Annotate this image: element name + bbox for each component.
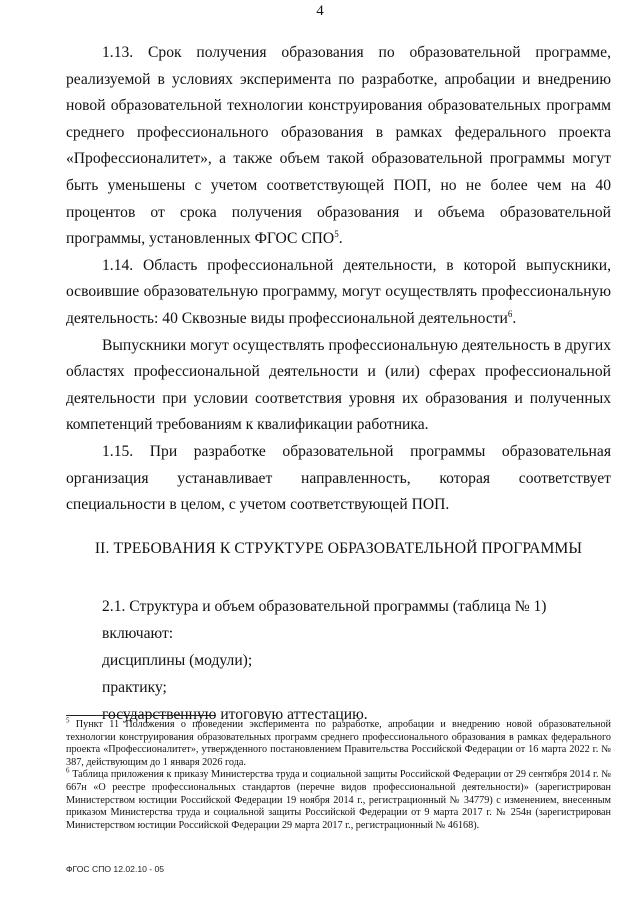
footnotes (66, 715, 611, 832)
list-intro: 2.1. Структура и объем образовательной программы (таблица № 1) включают: (102, 598, 547, 642)
structure-list (66, 593, 611, 728)
page-number: 4 (316, 3, 324, 19)
footnote-ref-5[interactable]: 5 (334, 228, 339, 239)
paragraph-1-13: 1.13. Срок получения образования по образовательной программе, реализуемой в условиях эксперимента по разработке, апробации и внедрению новой образовательной технологии конструирования образовательных программ среднего профессионального образования в рамках федерального проекта «Профессионалитет», а также объем такой образовательной программы могут быть уменьшены с учетом соответствующей ПОП, но не более чем на 40 процентов от срока получения образования и объема образовательной программы, установленных ФГОС СПО$^5$. (66, 44, 611, 248)
page-footer: ФГОС СПО 12.02.10 - 05 (66, 864, 165, 874)
footnote-6: $^6$ Таблица приложения к приказу Министерства труда и социальной защиты Российской Федерации от 29 сентября 2014 г. № 667н «О реестре профессиональных стандартов (перечне видов профессиональной деятельности)» (зарегистрирован Министерством юстиции Российской Федерации 19 ноября 2014 г., регистрационный № 34779) с изменением, внесенным приказом Министерства труда и социальной защиты Российской Федерации от 9 марта 2017 г. № 254н (зарегистрирован Министерством юстиции Российской Федерации 29 марта 2017 г., регистрационный № 46168). (66, 766, 611, 831)
section-heading: II. ТРЕБОВАНИЯ К СТРУКТУРЕ ОБРАЗОВАТЕЛЬНОЙ ПРОГРАММЫ (94, 540, 583, 557)
list-item: дисциплины (модули); (102, 652, 253, 669)
footnote-separator (66, 715, 216, 716)
paragraph-1-14: 1.14. Область профессиональной деятельности, в которой выпускники, освоившие образовательную программу, могут осуществлять профессиональную деятельность: 40 Сквозные виды профессиональной деятельности$^6$. (66, 256, 611, 327)
footnote-ref-6[interactable]: 6 (507, 308, 513, 319)
list-item: государственную итоговую аттестацию. (102, 706, 368, 723)
document-body (66, 40, 611, 519)
paragraph-1-15: 1.15. При разработке образовательной программы образовательная организация устанавливает направленность, которая соответствует специальности в целом, с учетом соответствующей ПОП. (66, 442, 611, 514)
footnote-5: $^5$ Пункт 11 Положения о проведении эксперимента по разработке, апробации и внедрению новой образовательной технологии конструирования образовательных программ среднего профессионального образования в рамках федерального проекта «Профессионалитет», утвержденного постановлением Правительства Российской Федерации от 16 марта 2022 г. № 387, действующим до 1 января 2026 года. (66, 716, 611, 768)
list-item: практику; (102, 679, 167, 696)
paragraph-graduates: Выпускники могут осуществлять профессиональную деятельность в других областях профессиональной деятельности и (или) сферах профессиональной деятельности при условии соответствия уровня их образования и полученных компетенций требованиям к квалификации работника. (66, 336, 611, 434)
